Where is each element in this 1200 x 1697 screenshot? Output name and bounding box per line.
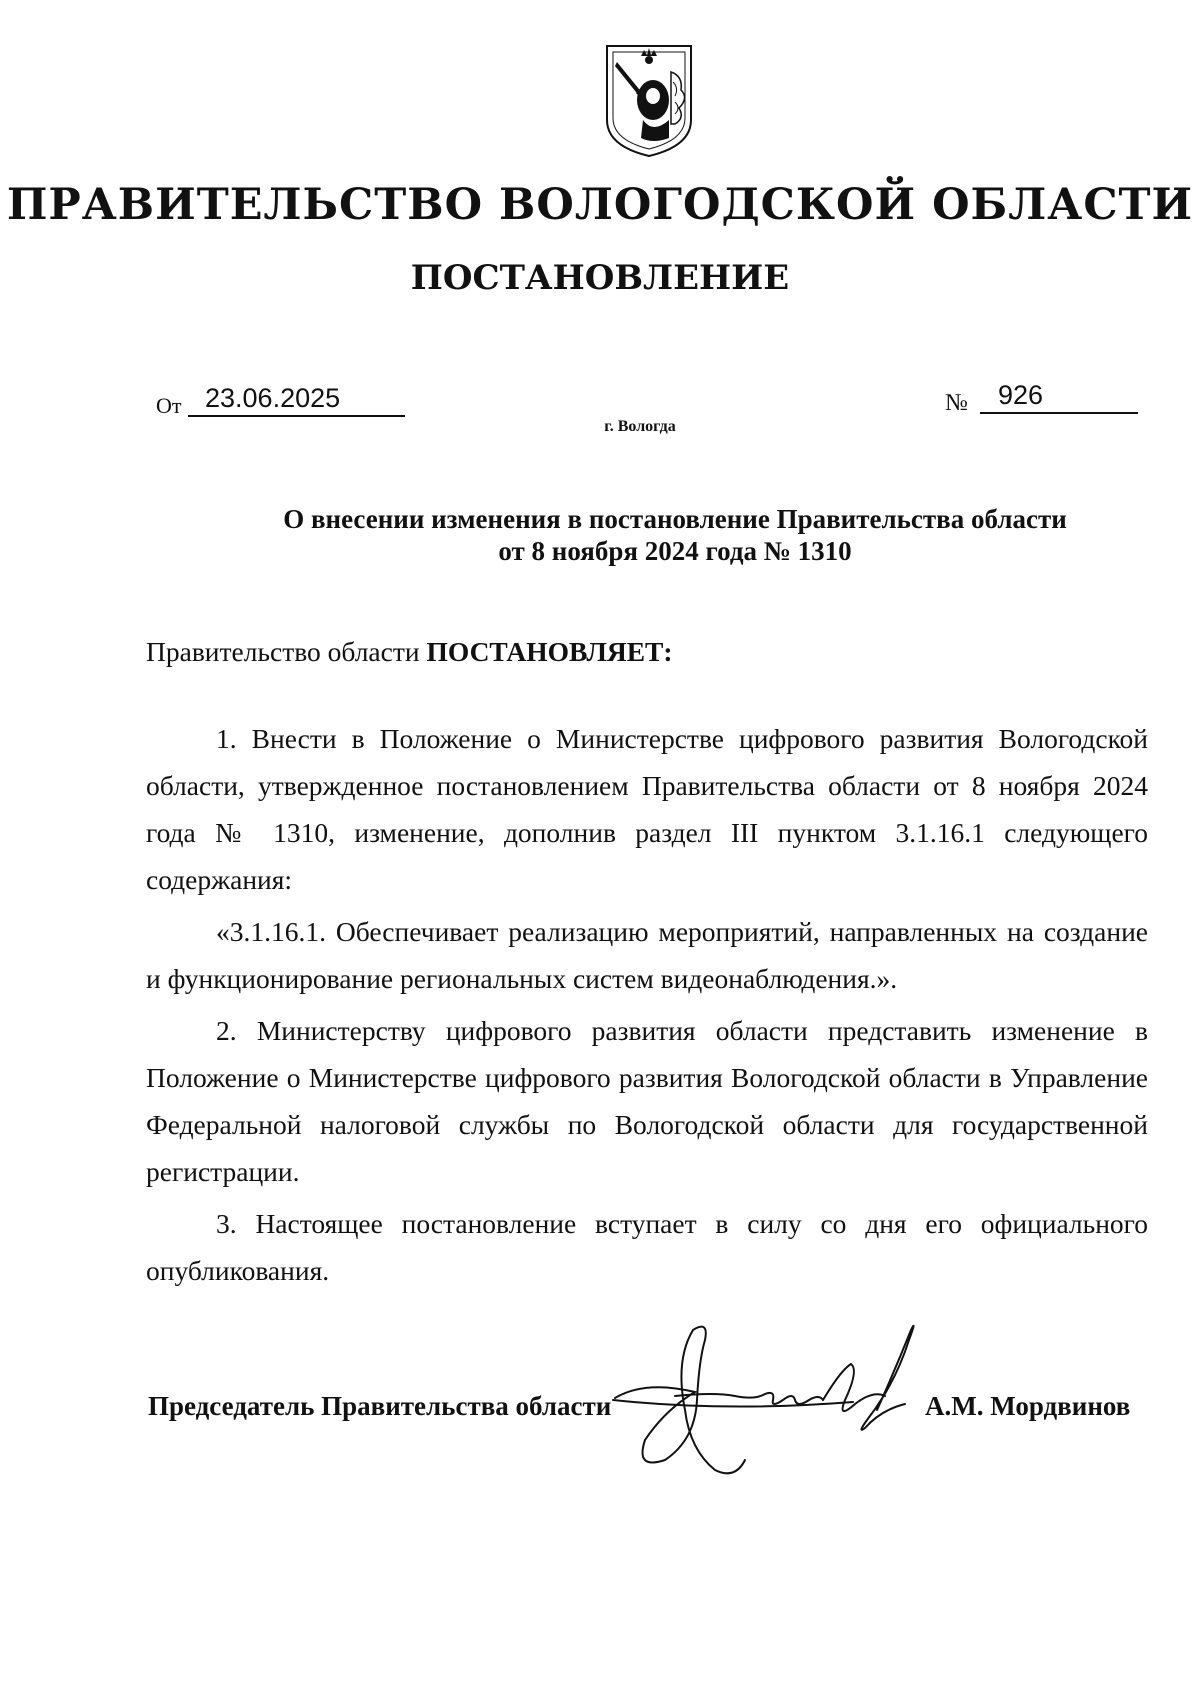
coat-of-arms-icon <box>603 42 695 160</box>
lead-verb: ПОСТАНОВЛЯЕТ: <box>426 636 673 667</box>
document-body <box>146 628 1148 1294</box>
subject-line-2: от 8 ноября 2024 года № 1310 <box>498 536 852 566</box>
document-date: 23.06.2025 <box>205 383 341 413</box>
resolution-lead <box>146 628 1148 675</box>
date-underline <box>188 415 405 417</box>
city: г. Вологда <box>604 418 676 435</box>
paragraph-1: 1. Внести в Положение о Министерстве цифрового развития Вологодской области, утвержденное постановлением Правительства области от 8 ноября 2024 года № 1310, изменение, дополнив раздел III пунктом 3.1.16.1 следующего содержания: <box>146 723 1148 895</box>
government-title: ПРАВИТЕЛЬСТВО ВОЛОГОДСКОЙ ОБЛАСТИ <box>6 180 1194 230</box>
number-underline <box>980 412 1138 414</box>
lead-text: Правительство области <box>146 636 427 667</box>
signatory-role: Председатель Правительства области <box>148 1391 612 1421</box>
subject-line-1: О внесении изменения в постановление Правительства области <box>283 504 1067 534</box>
document-type: ПОСТАНОВЛЕНИЕ <box>410 258 790 298</box>
paragraph-3: 3. Настоящее постановление вступает в силу со дня его официального опубликования. <box>146 1208 1148 1286</box>
paragraph-1-quote: «3.1.16.1. Обеспечивает реализацию мероприятий, направленных на создание и функционирование региональных систем видеонаблюдения.». <box>146 916 1148 994</box>
signatory-name: А.М. Мордвинов <box>925 1391 1131 1421</box>
number-prefix: № <box>945 390 968 416</box>
signature-icon <box>605 1300 935 1490</box>
document-number: 926 <box>998 380 1044 410</box>
document-subject <box>150 503 1200 567</box>
date-prefix: От <box>156 393 182 418</box>
paragraph-2: 2. Министерству цифрового развития области представить изменение в Положение о Министерстве цифрового развития Вологодской области в Управление Федеральной налоговой службы по Вологодской области для государственной регистрации. <box>146 1015 1148 1187</box>
